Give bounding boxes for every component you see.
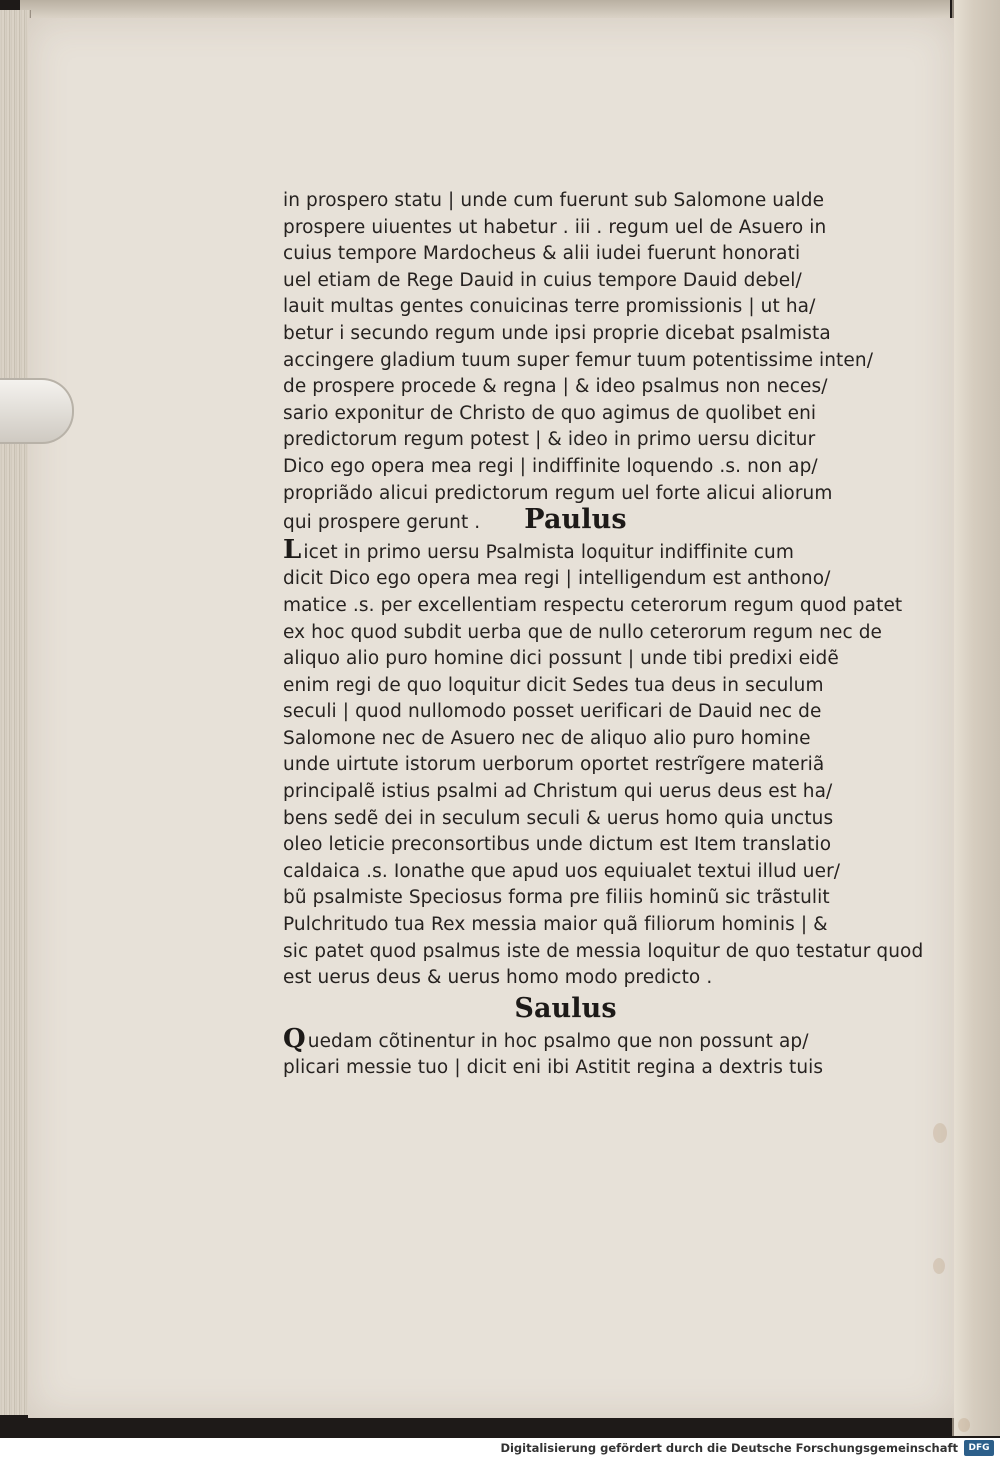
text-line-text: dicit Dico ego opera mea regi | intelligendum est anthono/ [283, 568, 831, 590]
text-line [283, 215, 848, 242]
text-line-text: aliquo alio puro homine dici possunt | unde tibi predixi eidẽ [283, 648, 839, 670]
text-line [283, 939, 924, 966]
text-line-text: Salomone nec de Asuero nec de aliquo alio puro homine [283, 727, 811, 749]
text-line-text: predictorum regum potest | & ideo in primo uersu dicitur [283, 429, 816, 451]
text-line-text: accingere gladium tuum super femur tuum potentissime inten/ [283, 349, 874, 371]
drop-initial: L [283, 534, 302, 565]
text-line-text: bũ psalmiste Speciosus forma pre filiis hominũ sic trãstulit [283, 887, 830, 909]
text-line-text: ex hoc quod subdit uerba que de nullo ceterorum regum nec de [283, 621, 883, 643]
facing-page-edge [952, 0, 1000, 1436]
text-line-text: icet in primo uersu Psalmista loquitur indiffinite cum [303, 541, 794, 563]
page-stain [933, 1123, 947, 1143]
text-line [283, 188, 848, 215]
text-line [283, 752, 848, 779]
text-line-text: sic patet quod psalmus iste de messia loquitur de quo testatur quod [283, 940, 924, 962]
text-line [283, 620, 883, 647]
text-line [283, 673, 848, 700]
drop-initial: Q [283, 1023, 306, 1054]
text-line-text: caldaica .s. Ionathe que apud uos equiualet textui illud uer/ [283, 860, 841, 882]
text-line-text: betur i secundo regum unde ipsi proprie dicebat psalmista [283, 322, 831, 344]
text-section-bottom [283, 1023, 848, 1082]
text-line-text: uel etiam de Rege Dauid in cuius tempore Dauid debel/ [283, 269, 802, 291]
text-line-text: qui prospere gerunt . [283, 512, 481, 534]
page-stain [958, 1418, 970, 1432]
text-line [283, 534, 848, 567]
text-line [283, 699, 848, 726]
text-line-text: seculi | quod nullomodo posset uerificari de Dauid nec de [283, 701, 822, 723]
text-line-text: prospere uiuentes ut habetur . iii . regum uel de Asuero in [283, 216, 827, 238]
text-line [283, 321, 848, 348]
text-line-text: matice .s. per excellentiam respectu ceterorum regum quod patet [283, 594, 903, 616]
text-line [283, 885, 848, 912]
text-line-text: bens sedẽ dei in seculum seculi & uerus homo quia unctus [283, 807, 834, 829]
page-text [283, 188, 924, 1082]
text-line-text: lauit multas gentes conuicinas terre promissionis | ut ha/ [283, 296, 816, 318]
text-line [283, 504, 848, 537]
text-line [283, 294, 848, 321]
text-line [283, 912, 848, 939]
text-line-text: est uerus deus & uerus homo modo predicto . [283, 967, 713, 989]
dfg-logo-icon: DFG [964, 1440, 994, 1456]
text-line-text: propriãdo alicui predictorum regum uel forte alicui aliorum [283, 482, 833, 504]
text-line-text: Dico ego opera mea regi | indiffinite loquendo .s. non ap/ [283, 455, 818, 477]
text-line [283, 374, 848, 401]
speaker-heading-saulus: Saulus [514, 992, 617, 1024]
book-page-edges [0, 10, 31, 1415]
text-line [283, 646, 848, 673]
text-line-text: oleo leticie preconsortibus unde dictum est Item translatio [283, 834, 832, 856]
text-line [283, 427, 848, 454]
text-line-text: enim regi de quo loquitur dicit Sedes tua deus in seculum [283, 674, 824, 696]
text-line [283, 726, 848, 753]
text-line [283, 566, 848, 593]
text-line [283, 859, 848, 886]
text-line-text: de prospere procede & regna | & ideo psalmus non neces/ [283, 376, 828, 398]
page-clip [0, 378, 74, 444]
text-line-text: principalẽ istius psalmi ad Christum qui uerus deus est ha/ [283, 781, 833, 803]
text-line [283, 401, 848, 428]
text-line-text: plicari messie tuo | dicit eni ibi Astitit regina a dextris tuis [283, 1057, 824, 1079]
text-line [283, 481, 848, 508]
text-line [283, 965, 848, 992]
text-line [283, 593, 903, 620]
text-line [283, 806, 848, 833]
text-line [283, 779, 848, 806]
text-line [283, 1023, 848, 1056]
text-section-top [283, 188, 874, 507]
footer-credit: Digitalisierung gefördert durch die Deutsche Forschungsgemeinschaft [500, 1441, 958, 1455]
text-line-text: Pulchritudo tua Rex messia maior quã filiorum hominis | & [283, 914, 828, 936]
text-line-text: unde uirtute istorum uerborum oportet restrĩgere materiã [283, 754, 825, 776]
text-section-middle [283, 534, 924, 992]
text-line [283, 268, 848, 295]
text-line [283, 348, 874, 375]
text-line [283, 832, 848, 859]
text-line [283, 1055, 848, 1082]
speaker-heading-paulus: Paulus [524, 504, 627, 536]
text-line [283, 241, 848, 268]
text-line-text: uedam cõtinentur in hoc psalmo que non possunt ap/ [307, 1030, 809, 1052]
text-line-text: cuius tempore Mardocheus & alii iudei fuerunt honorati [283, 243, 801, 265]
text-line-text: in prospero statu | unde cum fuerunt sub Salomone ualde [283, 190, 825, 211]
text-line [283, 454, 848, 481]
page-stain [933, 1258, 945, 1274]
text-line-text: sario exponitur de Christo de quo agimus de quolibet eni [283, 402, 817, 424]
